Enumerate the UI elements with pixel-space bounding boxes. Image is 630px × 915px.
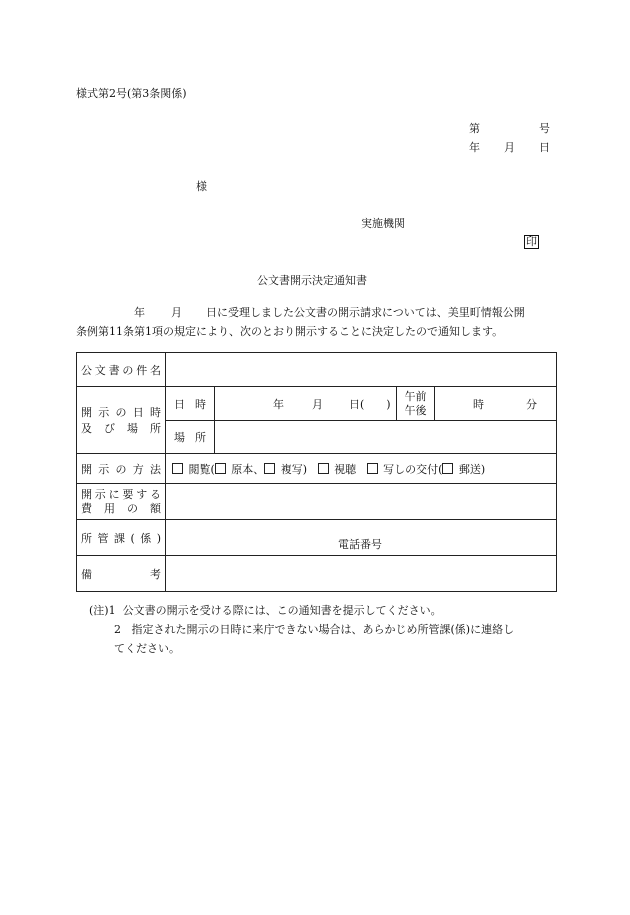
addressee-suffix: 様: [196, 180, 207, 193]
row-remarks: [77, 556, 557, 592]
audiovisual-checkbox[interactable]: [318, 463, 329, 474]
place-label: 場所: [166, 421, 215, 454]
department-label: 所管課(係): [77, 520, 166, 556]
view-checkbox[interactable]: [172, 463, 183, 474]
date-year-label: 年: [469, 141, 480, 154]
document-title: 公文書開示決定通知書: [257, 274, 367, 287]
phone-label: 電話番号: [338, 538, 382, 551]
datetime-place-label: 開示の日時 及び場所: [77, 387, 166, 454]
row-department: [77, 520, 557, 556]
mail-checkbox[interactable]: [442, 463, 453, 474]
document-name-label: 公文書の件名: [77, 353, 166, 387]
copy-delivery-checkbox[interactable]: [367, 463, 378, 474]
note-2: 2 指定された開示の日時に来庁できない場合は、あらかじめ所管課(係)に連絡し: [114, 623, 515, 636]
fee-label: 開示に要する 費用の額: [77, 484, 166, 520]
body-year: 年: [134, 306, 145, 319]
original-checkbox[interactable]: [215, 463, 226, 474]
row-document-name: [77, 353, 557, 387]
date-month-label: 月: [504, 141, 515, 154]
body-day-text: 日に受理しました公文書の開示請求については、美里町情報公開: [206, 306, 525, 319]
note-2-continuation: てください。: [114, 642, 180, 655]
row-method: [77, 454, 557, 484]
body-line-1: [76, 303, 556, 322]
disclosure-table: [76, 352, 557, 592]
document-name-value[interactable]: [166, 353, 557, 387]
fee-value[interactable]: [166, 484, 557, 520]
body-line-2: 条例第11条第1項の規定により、次のとおり開示することに決定したので通知します。: [76, 325, 504, 338]
datetime-label: 日時: [166, 387, 215, 421]
body-month: 月: [171, 306, 182, 319]
number-prefix: 第: [469, 122, 480, 135]
remarks-label: 備考: [77, 556, 166, 592]
date-day-label: 日: [539, 141, 550, 154]
seal-mark: 印: [526, 235, 537, 248]
number-suffix: 号: [539, 122, 550, 135]
row-datetime: [77, 387, 557, 421]
form-reference: 様式第2号(第3条関係): [76, 87, 187, 100]
method-options: 閲覧( 原本、 複写) 視聴 写しの交付( 郵送): [166, 454, 557, 484]
row-fee: [77, 484, 557, 520]
am-pm-selector[interactable]: 午前 午後: [397, 387, 435, 421]
copy-checkbox[interactable]: [264, 463, 275, 474]
department-value[interactable]: [166, 520, 557, 556]
time-value[interactable]: 時 分: [435, 387, 557, 421]
issuer-label: 実施機関: [361, 217, 405, 230]
method-label: 開示の方法: [77, 454, 166, 484]
remarks-value[interactable]: [166, 556, 557, 592]
note-1: (注)1 公文書の開示を受ける際には、この通知書を提示してください。: [89, 604, 442, 617]
datetime-date-value[interactable]: 年 月 日( ): [215, 387, 397, 421]
place-value[interactable]: [215, 421, 557, 454]
